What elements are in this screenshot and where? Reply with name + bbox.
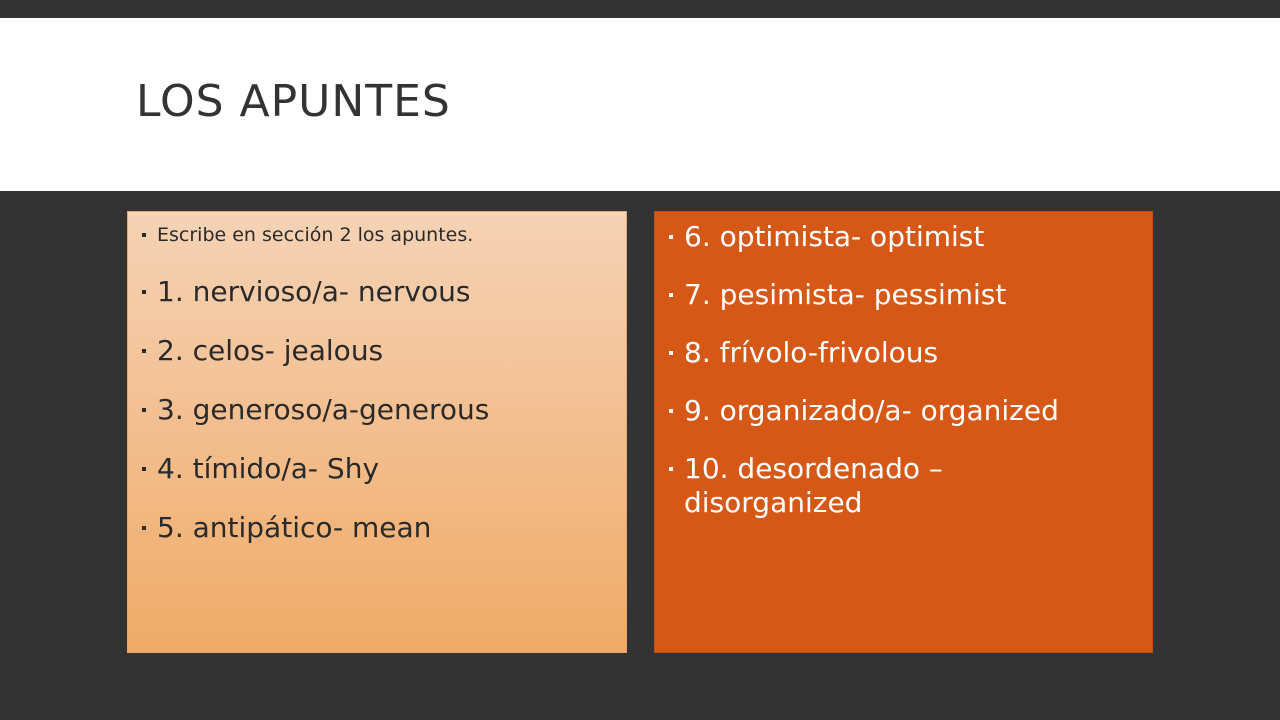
list-item-text: 4. tímido/a- Shy bbox=[157, 452, 380, 485]
list-item bbox=[141, 452, 618, 486]
left-content-box bbox=[127, 211, 627, 653]
list-item bbox=[668, 278, 1144, 312]
bullet-icon bbox=[669, 235, 673, 239]
list-item-text: 5. antipático- mean bbox=[157, 511, 432, 544]
list-item bbox=[668, 394, 1144, 428]
bullet-icon bbox=[142, 526, 146, 530]
list-item bbox=[141, 275, 618, 309]
list-item bbox=[668, 452, 1144, 520]
list-item bbox=[668, 220, 1144, 254]
right-content-box bbox=[654, 211, 1153, 653]
bullet-icon bbox=[669, 351, 673, 355]
bullet-icon bbox=[142, 290, 146, 294]
list-item-text: 3. generoso/a-generous bbox=[157, 393, 490, 426]
list-item-text: 8. frívolo-frivolous bbox=[684, 336, 939, 369]
list-item-text: Escribe en sección 2 los apuntes. bbox=[157, 224, 474, 246]
list-item-text: 7. pesimista- pessimist bbox=[684, 278, 1007, 311]
list-item bbox=[141, 511, 618, 545]
bullet-icon bbox=[142, 349, 146, 353]
slide-title: LOS APUNTES bbox=[136, 76, 451, 127]
bullet-icon bbox=[669, 409, 673, 413]
list-item-text: 1. nervioso/a- nervous bbox=[157, 275, 471, 308]
list-item bbox=[141, 224, 618, 246]
bullet-icon bbox=[142, 467, 146, 471]
list-item bbox=[668, 336, 1144, 370]
left-bullet-list bbox=[128, 212, 626, 545]
right-bullet-list bbox=[655, 212, 1152, 520]
list-item-text: 9. organizado/a- organized bbox=[684, 394, 1059, 427]
bullet-icon bbox=[669, 467, 673, 471]
list-item bbox=[141, 334, 618, 368]
bullet-icon bbox=[142, 233, 146, 237]
bullet-icon bbox=[669, 293, 673, 297]
list-item-text: 2. celos- jealous bbox=[157, 334, 384, 367]
list-item-text: 10. desordenado – disorganized bbox=[684, 452, 943, 519]
bullet-icon bbox=[142, 408, 146, 412]
list-item bbox=[141, 393, 618, 427]
list-item-text: 6. optimista- optimist bbox=[684, 220, 985, 253]
